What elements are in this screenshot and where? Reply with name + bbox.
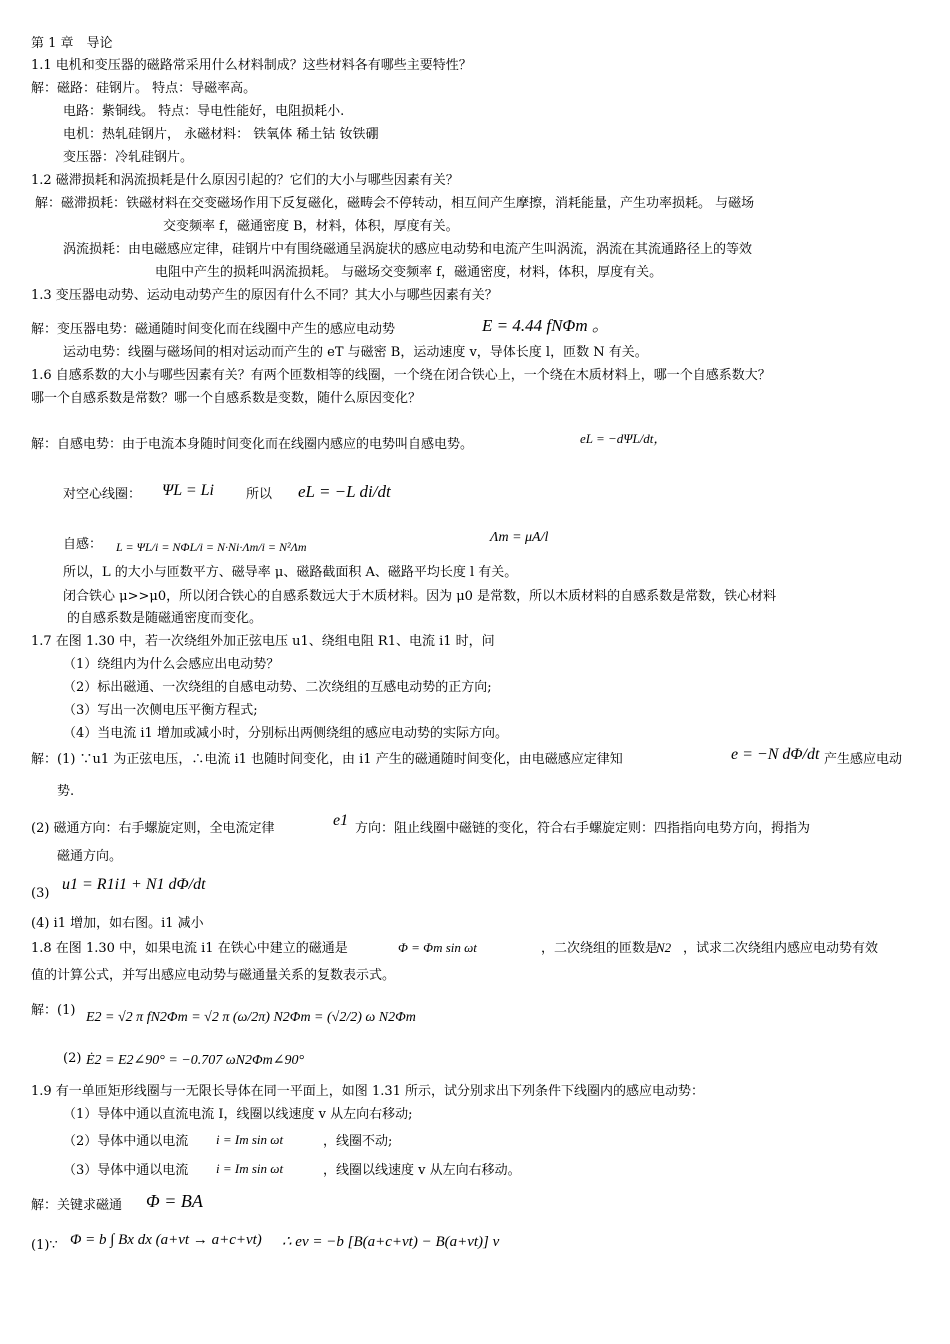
answer-1-6-line: 自感： [63,537,103,552]
equation-self-inductance: L = ΨL/i = NΦL/i = N·Ni·Λm/i = N²Λm [116,540,307,554]
answer-1-6-line: 所以，L 的大小与匝数平方、磁导率 μ、磁路截面积 A、磁路平均长度 l 有关。 [63,565,518,580]
equation-permeance: Λm = μA/l [490,530,549,545]
question-1-8: 值的计算公式，并写出感应电动势与磁通量关系的复数表示式。 [31,968,396,983]
equation-self-emf-di: eL = −L di/dt [298,482,391,501]
question-1-9-item: （2）导体中通以电流 [63,1134,189,1149]
answer-1-6-line: 闭合铁心 μ>>μ0，所以闭合铁心的自感系数远大于木质材料。因为 μ0 是常数，所以木质材料的自感系数是常数，铁心材料 [63,589,777,604]
answer-1-9-line: 解：关键求磁通 [31,1198,123,1213]
answer-1-6-line: 解：自感电势：由于电流本身随时间变化而在线圈内感应的电势叫自感电势。 [31,437,474,452]
question-1-2: 1.2 磁滞损耗和涡流损耗是什么原因引起的？它们的大小与哪些因素有关？ [31,173,459,188]
equation-flux-linkage: ΨL = Li [162,482,214,499]
question-1-9-item: （3）导体中通以电流 [63,1163,189,1178]
question-1-7: 1.7 在图 1.30 中，若一次绕组外加正弦电压 u1、绕组电阻 R1、电流 i1 时，问 [31,634,495,649]
answer-1-1-line: 电机：热轧硅钢片， 永磁材料： 铁氧体 稀土钴 钕铁硼 [63,127,379,142]
answer-1-3-line: 运动电势：线圈与磁场间的相对运动而产生的 eT 与磁密 B，运动速度 v，导体长度 l，匝数 N 有关。 [63,345,648,360]
question-1-6: 哪一个自感系数是常数？哪一个自感系数是变数，随什么原因变化？ [31,391,422,406]
answer-1-7-line: 解：(1) ∵u1 为正弦电压，∴电流 i1 也随时间变化，由 i1 产生的磁通随时间变化，由电磁感应定律知 [31,752,623,767]
question-1-9: 1.9 有一单匝矩形线圈与一无限长导体在同一平面上，如图 1.31 所示，试分别求出下列条件下线圈内的感应电动势： [31,1084,705,1099]
equation-voltage-balance: u1 = R1i1 + N1 dΦ/dt [62,876,206,893]
question-1-9-item: ，线圈不动; [323,1134,393,1149]
answer-1-9-line: (1)∵ [31,1238,58,1253]
answer-1-1-line: 解：磁路：硅钢片。 特点：导磁率高。 [31,81,257,96]
answer-1-7-line: 势. [57,784,75,799]
chapter-title: 第 1 章 导论 [31,36,113,51]
equation-ev: ∴ ev = −b [B(a+c+vt) − B(a+vt)] v [282,1234,500,1250]
question-1-9-item: （1）导体中通以直流电流 I，线圈以线速度 v 从左向右移动; [63,1107,413,1122]
question-1-3: 1.3 变压器电动势、运动电动势产生的原因有什么不同？其大小与哪些因素有关？ [31,288,498,303]
question-1-8: ，试求二次绕组内感应电动势有效 [683,941,879,956]
answer-1-1-line: 变压器：冷轧硅钢片。 [63,150,194,165]
question-1-9-item: ，线圈以线速度 v 从左向右移动。 [323,1163,521,1178]
answer-1-7-line: (4) i1 增加，如右图。i1 减小 [31,916,204,931]
equation-flux-ba: Φ = BA [146,1191,203,1211]
answer-1-7-line: 方向：阻止线圈中磁链的变化，符合右手螺旋定则：四指指向电势方向，拇指为 [355,821,811,836]
answer-1-2-line: 涡流损耗：由电磁感应定律，硅钢片中有围绕磁通呈涡旋状的感应电动势和电流产生叫涡流，涡流在其流通路径上的等效 [63,242,753,257]
answer-1-8-line: 解：(1) [31,1003,76,1018]
equation-e2-complex: Ė2 = E2∠90° = −0.707 ωN2Φm∠90° [86,1053,305,1068]
equation-e2-rms: E2 = √2 π fN2Φm = √2 π (ω/2π) N2Φm = (√2/2) ω N2Φm [86,1010,416,1025]
equation-e1: e1 [333,812,349,829]
question-1-8: 1.8 在图 1.30 中，如果电流 i1 在铁心中建立的磁通是 [31,941,348,956]
equation-n2: N2 [656,940,672,955]
question-1-1: 1.1 电机和变压器的磁路常采用什么材料制成？这些材料各有哪些主要特性？ [31,58,472,73]
question-1-6: 1.6 自感系数的大小与哪些因素有关？有两个匝数相等的线圈，一个绕在闭合铁心上，一个绕在木质材料上，哪一个自感系数大？ [31,368,771,383]
answer-1-2-line: 解：磁滞损耗：铁磁材料在交变磁场作用下反复磁化，磁畴会不停转动，相互间产生摩擦，消耗能量，产生功率损耗。 与磁场 [35,196,755,211]
answer-1-7-line: 产生感应电动 [824,752,903,767]
answer-1-6-line: 对空心线圈： [63,487,142,502]
answer-1-3-line: 解：变压器电势：磁通随时间变化而在线圈中产生的感应电动势 [31,322,396,337]
equation-current-sin: i = Im sin ωt [216,1161,284,1176]
equation-flux-sin: Φ = Φm sin ωt [398,940,477,955]
equation-self-emf: eL = −dΨL/dt， [580,431,667,446]
answer-1-2-line: 交变频率 f，磁通密度 B，材料，体积，厚度有关。 [163,219,459,234]
answer-1-6-line: 的自感系数是随磁通密度而变化。 [67,611,263,626]
answer-1-7-line: (3) [31,886,50,901]
question-1-8: ，二次绕组的匝数是 [541,941,659,956]
question-1-7-item: （1）绕组内为什么会感应出电动势？ [63,657,280,672]
answer-1-7-line: 磁通方向。 [57,849,123,864]
answer-1-2-line: 电阻中产生的损耗叫涡流损耗。 与磁场交变频率 f，磁通密度，材料，体积，厚度有关。 [155,265,663,280]
question-1-7-item: （4）当电流 i1 增加或减小时，分别标出两侧绕组的感应电动势的实际方向。 [63,726,508,741]
answer-1-1-line: 电路：紫铜线。 特点：导电性能好，电阻损耗小. [63,104,345,119]
equation-transformer-emf: E = 4.44 fNΦm 。 [482,316,609,335]
answer-1-6-line: 所以 [246,487,273,502]
equation-flux-integral: Φ = b ∫ Bx dx (a+vt → a+c+vt) [70,1232,262,1248]
equation-current-sin: i = Im sin ωt [216,1132,284,1147]
question-1-7-item: （3）写出一次侧电压平衡方程式; [63,703,258,718]
question-1-7-item: （2）标出磁通、一次绕组的自感电动势、二次绕组的互感电动势的正方向; [63,680,492,695]
answer-1-8-line: (2) [63,1051,82,1066]
answer-1-7-line: (2) 磁通方向：右手螺旋定则，全电流定律 [31,821,275,836]
equation-induced-emf: e = −N dΦ/dt [731,746,820,763]
